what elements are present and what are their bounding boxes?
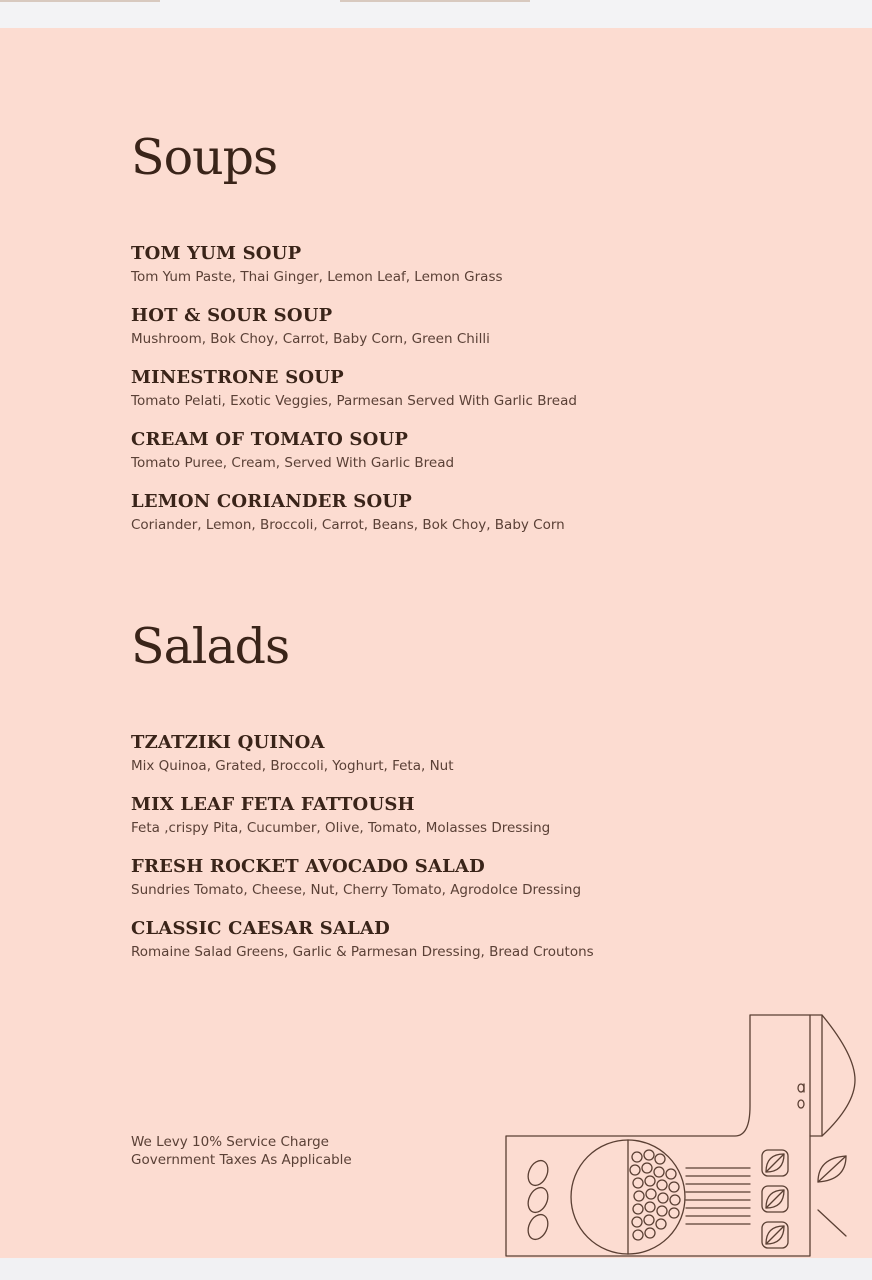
- taxes-line: Government Taxes As Applicable: [131, 1152, 352, 1168]
- menu-item: [131, 732, 454, 775]
- menu-item: [131, 305, 490, 348]
- capsule-shape: [810, 1015, 855, 1136]
- leaf-icon: [762, 1222, 788, 1248]
- menu-item: [131, 856, 581, 899]
- item-name: TOM YUM SOUP: [131, 243, 302, 264]
- item-description: Romaine Salad Greens, Garlic & Parmesan Dressing, Bread Croutons: [131, 944, 594, 960]
- salads-title: Salads: [131, 618, 290, 675]
- item-name: CLASSIC CAESAR SALAD: [131, 918, 390, 939]
- menu-item: [131, 794, 550, 837]
- seed-pods-icon: [524, 1157, 551, 1242]
- menu-item: [131, 243, 503, 286]
- item-name: MINESTRONE SOUP: [131, 367, 344, 388]
- item-description: Mushroom, Bok Choy, Carrot, Baby Corn, Green Chilli: [131, 331, 490, 347]
- menu-item: [131, 367, 577, 410]
- item-description: Coriander, Lemon, Broccoli, Carrot, Beans, Bok Choy, Baby Corn: [131, 517, 565, 533]
- horizontal-lines-icon: [686, 1168, 750, 1224]
- item-name: CREAM OF TOMATO SOUP: [131, 429, 409, 450]
- page-edge-line: [340, 0, 530, 2]
- line-art-illustration: [500, 1010, 872, 1260]
- menu-item: [131, 918, 594, 961]
- item-name: MIX LEAF FETA FATTOUSH: [131, 794, 415, 815]
- item-name: LEMON CORIANDER SOUP: [131, 491, 412, 512]
- service-charge-note: [131, 1133, 352, 1169]
- item-description: Mix Quinoa, Grated, Broccoli, Yoghurt, Feta, Nut: [131, 758, 454, 774]
- dots-pattern-icon: [630, 1150, 680, 1240]
- item-description: Tom Yum Paste, Thai Ginger, Lemon Leaf, Lemon Grass: [131, 269, 503, 285]
- item-name: TZATZIKI QUINOA: [131, 732, 325, 753]
- item-description: Tomato Puree, Cream, Served With Garlic Bread: [131, 455, 455, 471]
- bowl-left-icon: [571, 1140, 628, 1254]
- bowl-right-icon: [628, 1140, 685, 1254]
- soups-title: Soups: [131, 129, 278, 186]
- bottom-strip: [0, 1258, 872, 1280]
- item-description: Tomato Pelati, Exotic Veggies, Parmesan Served With Garlic Bread: [131, 393, 577, 409]
- leaf-icon: [762, 1186, 788, 1212]
- small-marks-icon: [798, 1084, 804, 1108]
- leaf-icon: [762, 1150, 788, 1176]
- stick-icon: [818, 1210, 846, 1236]
- item-name: HOT & SOUR SOUP: [131, 305, 333, 326]
- item-description: Sundries Tomato, Cheese, Nut, Cherry Tomato, Agrodolce Dressing: [131, 882, 582, 898]
- menu-item: [131, 491, 565, 534]
- item-name: FRESH ROCKET AVOCADO SALAD: [131, 856, 485, 877]
- item-description: Feta ,crispy Pita, Cucumber, Olive, Tomato, Molasses Dressing: [131, 820, 551, 836]
- leaf-icon: [818, 1156, 846, 1182]
- top-strip: [0, 0, 872, 28]
- menu-item: [131, 429, 454, 472]
- page-edge-line: [0, 0, 160, 2]
- service-charge-line: We Levy 10% Service Charge: [131, 1134, 329, 1150]
